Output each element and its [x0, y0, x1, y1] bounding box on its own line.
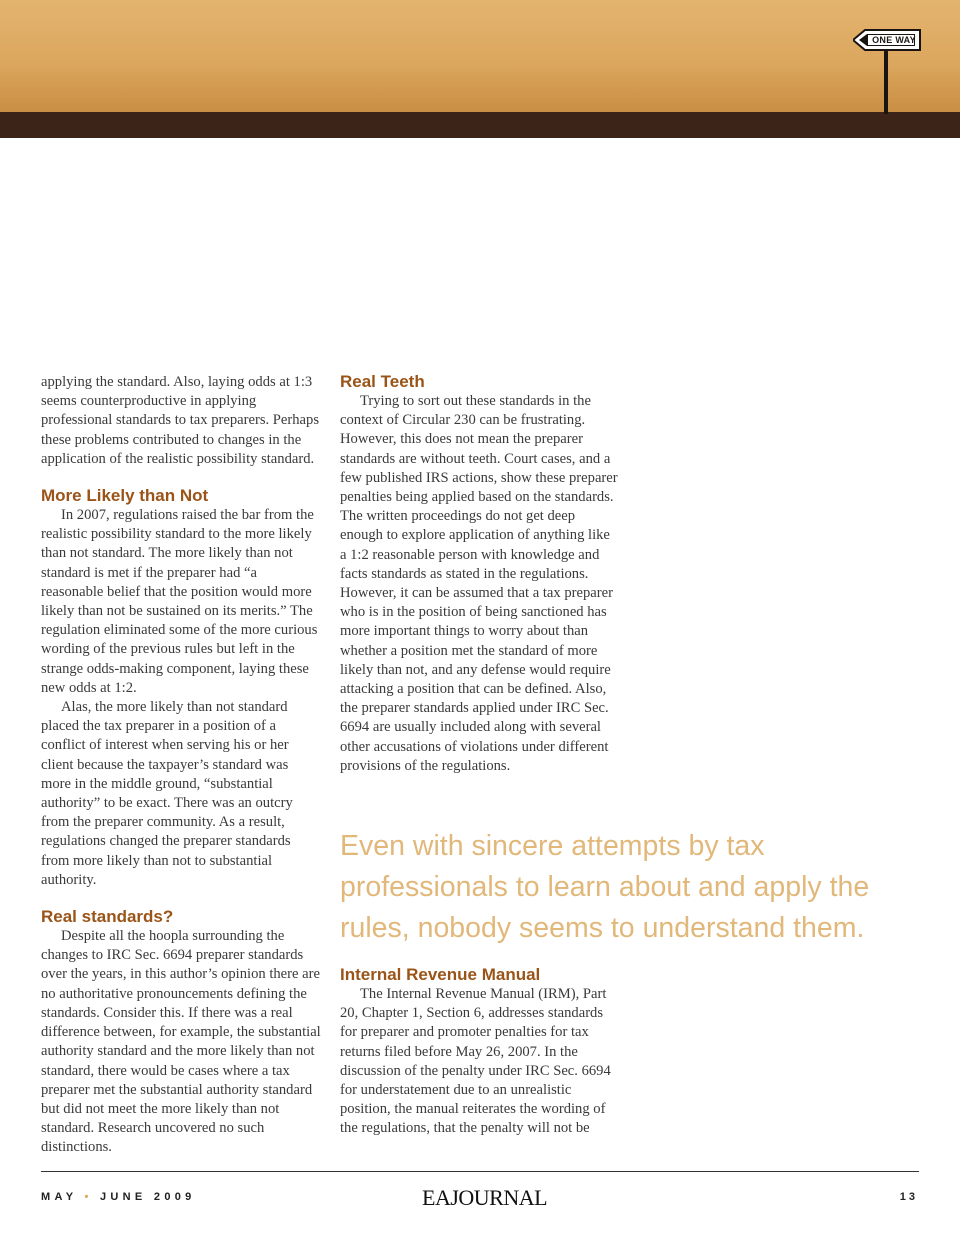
- body-paragraph: Trying to sort out these standards in the context of Circular 230 can be frustrating. However, this does not mean the preparer standards are without teeth. Court cases, and a few published IRS actions, show these preparer penalties being applied based on the standards. The written proceedings do not get deep enough to explore application of anything like a 1:2 reasonable person with knowledge and facts standards as stated in the regulations. However, it can be assumed that a tax preparer who is in the position of being sanctioned has more important things to worry about than whether a position met the standard of more likely than not, and any defense would require attacking a position that can be defined. Also, the preparer standards applied under IRC Sec. 6694 are usually included along with several other accusations of violations under different provisions of the regulations.: [340, 393, 618, 774]
- one-way-sign-label: ONE WAY: [872, 35, 916, 45]
- footer-rule: [41, 1171, 919, 1172]
- body-paragraph: The Internal Revenue Manual (IRM), Part 20, Chapter 1, Section 6, addresses standards for preparer and promoter penalties for tax returns filed before May 26, 2007. In the discussion of the penalty under IRC Sec. 6694 for understatement due to an unrealistic position, the manual reiterates the wording of the regulations, that the penalty will not be: [340, 986, 611, 1137]
- section-heading-real-standards: Real standards?: [41, 907, 174, 927]
- header-banner: [0, 0, 960, 112]
- date-separator: •: [84, 1191, 93, 1203]
- body-paragraph: In 2007, regulations raised the bar from the realistic possibility standard to the more likely than not standard. The more likely than not standard is met if the preparer had “a reasonable belief that the position would more likely than not be sustained on its merits.” The regulation eliminated some of the more curious wording of the previous rules but left in the strange odds-making component, laying these new odds at 1:2.: [41, 507, 318, 696]
- section-heading-more-likely: More Likely than Not: [41, 486, 209, 506]
- left-column: [41, 373, 321, 1158]
- body-paragraph: Despite all the hoopla surrounding the changes to IRC Sec. 6694 preparer standards over the years, in this author’s opinion there are no authoritative pronouncements defining the standards. Consider this. If there was a real difference between, for example, the substantial authority standard and the more likely than not standard, there would be cases where a tax preparer met the substantial authority standard but did not meet the more likely than not standard. Research uncovered no such distinctions.: [41, 928, 321, 1156]
- section-heading-irm: Internal Revenue Manual: [340, 965, 541, 984]
- issue-month-2-year: JUNE 2009: [100, 1191, 196, 1203]
- irm-section: [340, 965, 620, 1139]
- journal-logo: EAJOURNAL: [422, 1185, 548, 1210]
- pull-quote: Even with sincere attempts by tax professionals to learn about and apply the rules, nobody seems to understand them.: [340, 830, 870, 944]
- issue-month-1: MAY: [41, 1191, 78, 1203]
- intro-paragraph: applying the standard. Also, laying odds at 1:3 seems counterproductive in applying professional standards to tax preparers. Perhaps these problems contributed to changes in the application of the realistic possibility standard.: [41, 374, 320, 467]
- right-column: [340, 373, 620, 776]
- section-heading-real-teeth: Real Teeth: [340, 372, 425, 391]
- page-number: 13: [899, 1191, 918, 1203]
- header-stripe: [0, 112, 960, 138]
- body-paragraph: Alas, the more likely than not standard placed the tax preparer in a position of a conflict of interest when serving his or her client because the taxpayer’s standard was more in the middle ground, “substantial authority” to be exact. There was an outcry from the preparer community. As a result, regulations changed the preparer standards from more likely than not to substantial authority.: [41, 699, 293, 888]
- sign-pole: [884, 44, 888, 114]
- issue-date: [41, 1191, 196, 1203]
